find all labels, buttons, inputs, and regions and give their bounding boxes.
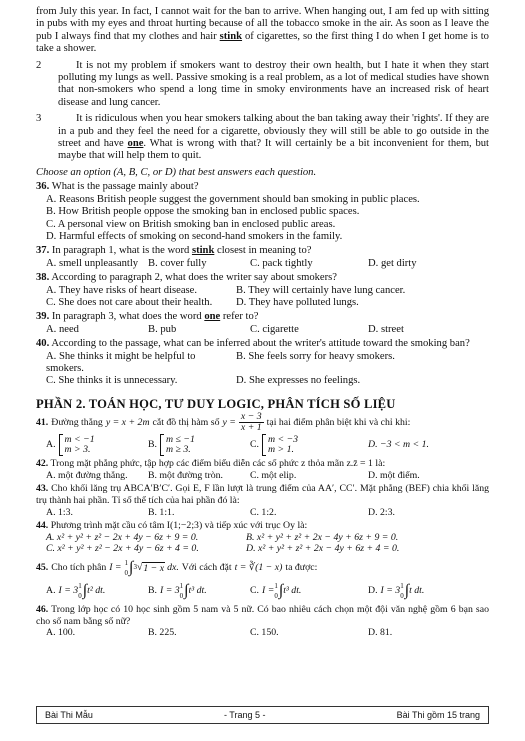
integral-sign-icon: ∫: [404, 581, 410, 599]
root-index: 3: [133, 563, 137, 572]
question-36: [36, 181, 489, 243]
question-number: 46.: [36, 603, 49, 615]
option-label: D.: [368, 585, 378, 597]
option-a[interactable]: A. need: [46, 323, 79, 335]
question-38: [36, 272, 489, 309]
bracket-symbol: [262, 434, 266, 456]
paragraph-number: 3: [36, 113, 42, 125]
option-c[interactable]: [250, 434, 368, 456]
option-a[interactable]: A. smell unpleasantly: [46, 257, 139, 269]
option-integrand: t dt.: [409, 585, 425, 597]
question-text: In paragraph 3, what does the word: [51, 311, 202, 323]
passage-paragraph-3: [36, 113, 489, 163]
question-number: 38.: [36, 272, 50, 284]
integral-expression: [125, 558, 179, 578]
question-text: cắt đồ thị hàm số: [152, 416, 220, 428]
option-a[interactable]: [46, 434, 148, 456]
option-d[interactable]: D. They have polluted lungs.: [236, 296, 359, 308]
option-c[interactable]: [250, 581, 368, 601]
condition-2: m > 1.: [267, 444, 294, 456]
integral-sign-icon: ∫: [184, 581, 189, 599]
underlined-word: one: [204, 311, 221, 323]
option-c[interactable]: C. một elip.: [250, 469, 297, 481]
option-d[interactable]: D. −3 < m < 1.: [368, 439, 429, 451]
question-45: [36, 558, 489, 601]
question-46: [36, 604, 489, 639]
question-number: 42.: [36, 458, 49, 470]
option-c[interactable]: C. She does not care about their health.: [46, 296, 213, 308]
fraction-denominator: x + 1: [240, 422, 262, 434]
bracket-symbol: [59, 434, 63, 456]
option-c[interactable]: C. cigarette: [250, 323, 299, 335]
upper-limit: 1: [274, 581, 278, 590]
integrand: 1 − x: [143, 562, 165, 574]
option-c[interactable]: C. pack tightly: [250, 257, 313, 269]
option-a[interactable]: A. She thinks it might be helpful to smokers.: [46, 350, 196, 374]
underlined-word-one: one: [127, 138, 144, 150]
question-41: [36, 412, 489, 456]
option-d[interactable]: D. 2:3.: [368, 506, 395, 518]
condition-2: m ≥ 3.: [165, 444, 191, 456]
question-text: Đường thẳng: [51, 416, 103, 428]
footer-right: Bài Thi gồm 15 trang: [396, 709, 480, 720]
question-number: 36.: [36, 181, 50, 193]
option-prefix: I = 3: [58, 585, 79, 597]
question-text: According to paragraph 2, what does the writer say about smokers?: [51, 272, 337, 284]
lower-limit: 0: [274, 591, 278, 600]
paragraph-number: 2: [36, 59, 42, 71]
option-d[interactable]: D. get dirty: [368, 257, 417, 269]
condition-1: m < −3: [267, 434, 299, 446]
option-label: A.: [46, 439, 56, 451]
option-b[interactable]: [148, 434, 250, 456]
question-text: ta được:: [285, 562, 318, 574]
option-b[interactable]: [148, 581, 250, 601]
option-b[interactable]: B. một đường tròn.: [148, 469, 223, 481]
option-c[interactable]: C. She thinks it is unnecessary.: [46, 375, 178, 387]
option-prefix: I =: [261, 585, 275, 597]
question-40: [36, 338, 489, 388]
question-text: Phương trình mặt cầu có tâm I(1;−2;3) và tiếp xúc với trục Oy là:: [50, 520, 308, 532]
integral-sign-icon: ∫: [82, 581, 88, 599]
paragraph-3-part-b: . What is wrong with that? It will certainly be a bit inconvenient for them, but maybe that will help them to quit.: [58, 138, 489, 162]
option-a[interactable]: A. một đường thẳng.: [46, 469, 128, 481]
option-a[interactable]: [46, 581, 148, 601]
question-text: What is the passage mainly about?: [51, 181, 199, 193]
question-44: [36, 520, 489, 555]
option-integrand: t³ dt.: [283, 585, 302, 597]
footer-page-number: - Trang 5 -: [223, 709, 266, 720]
question-number: 45.: [36, 562, 49, 574]
question-number: 44.: [36, 520, 49, 532]
option-d[interactable]: D. She expresses no feelings.: [236, 375, 361, 387]
option-prefix: I = 3: [159, 585, 180, 597]
option-c[interactable]: C. A personal view on British smoking ban in enclosed public areas.: [46, 218, 336, 230]
option-label: C.: [250, 585, 259, 597]
option-integrand: t² dt.: [87, 585, 106, 597]
question-text: Trong lớp học có 10 học sinh gồm 5 nam và 5 nữ. Có bao nhiêu cách chọn một đội văn nghệ gồm 6 bạn sao cho số nam bằng số nữ?: [36, 603, 489, 627]
question-43: [36, 483, 489, 518]
condition-1: m ≤ −1: [165, 434, 195, 446]
question-39: [36, 311, 489, 336]
option-d[interactable]: D. 81.: [368, 627, 393, 639]
differential: dx.: [167, 562, 179, 574]
option-a[interactable]: A. 1:3.: [46, 506, 73, 518]
option-d[interactable]: D. một điểm.: [368, 469, 420, 481]
option-label: C.: [250, 439, 259, 451]
question-number: 39.: [36, 311, 50, 323]
option-d[interactable]: [368, 581, 489, 601]
option-c[interactable]: C. 150.: [250, 627, 279, 639]
passage-paragraph-1: [36, 6, 489, 56]
question-42: [36, 458, 489, 481]
question-number: 41.: [36, 416, 49, 428]
option-b[interactable]: B. 225.: [148, 627, 177, 639]
option-a[interactable]: A. They have risks of heart disease.: [46, 284, 198, 296]
option-b[interactable]: B. How British people oppose the smoking ban in enclosed public spaces.: [46, 206, 360, 218]
passage-paragraph-2: [36, 60, 489, 110]
paragraph-3-text: [58, 113, 489, 163]
question-text-end: closest in meaning to?: [217, 245, 312, 257]
upper-limit: 1: [78, 581, 82, 590]
underlined-word: stink: [191, 245, 215, 257]
option-c[interactable]: C. 1:2.: [250, 506, 277, 518]
option-d[interactable]: D. Harmful effects of smoking on second-hand smokers in the family.: [46, 230, 343, 242]
condition-1: m < −1: [64, 434, 95, 446]
question-number: 43.: [36, 483, 49, 495]
fraction-numerator: x − 3: [240, 411, 262, 423]
option-b[interactable]: B. pub: [148, 323, 177, 335]
option-a[interactable]: A. Reasons British people suggest the government should ban smoking in public places.: [46, 193, 420, 205]
paragraph-1-text: from July this year. In fact, I cannot wait for the ban to arrive. When hanging out, I am fed up with sitting in pubs with my eyes and throat hurting because of all the tobacco smoke in the air. As soon as I leave the pub I always find that my clothes and hair: [36, 6, 489, 42]
upper-limit: 1: [179, 581, 184, 590]
option-prefix: I = 3: [380, 585, 401, 597]
option-label: B.: [148, 439, 157, 451]
question-37: [36, 245, 489, 270]
question-text: According to the passage, what can be inferred about the writer's attitude toward the smoking ban?: [51, 338, 470, 350]
lower-limit: 0: [179, 591, 184, 600]
option-integrand: t³ dt.: [188, 585, 207, 597]
question-text: Cho tích phân: [51, 562, 107, 574]
instruction-text: Choose an option (A, B, C, or D) that best answers each question.: [36, 166, 317, 178]
substitution: t = ∛(1 − x): [234, 562, 283, 574]
line-equation: y = x + 2m: [105, 416, 150, 428]
option-a[interactable]: A. x² + y² + z² − 2x + 4y − 6z + 9 = 0.: [46, 531, 199, 543]
question-text: Trong mặt phẳng phức, tập hợp các điểm biểu diễn các số phức z thỏa mãn z.z̄ = 1 là:: [50, 458, 386, 470]
option-label: A.: [46, 585, 56, 597]
question-text-end: refer to?: [222, 311, 259, 323]
page-footer: [36, 706, 489, 724]
integral-sign-icon: ∫: [129, 558, 134, 576]
question-text: Cho khối lăng trụ ABCA′B′C′. Gọi E, F lần lượt là trung điểm của AA′, CC′. Mặt phẳng (BEF) chia khối lăng trụ thành hai phần. Tỉ số thể tích của hai phần đó là:: [36, 483, 489, 506]
integral-sign-icon: ∫: [278, 581, 284, 599]
option-b[interactable]: B. x² + y² + z² + 2x − 4y + 6z + 9 = 0.: [246, 531, 399, 543]
question-number: 37.: [36, 245, 50, 257]
section-title: PHẦN 2. TOÁN HỌC, TƯ DUY LOGIC, PHÂN TÍCH SỐ LIỆU: [36, 396, 396, 411]
paragraph-2-text: It is not my problem if smokers want to destroy their own health, but I hate it when they start polluting my lungs as well. Passive smoking is a real problem, as a lot of medical studies have shown that non-smokers who spend a long time in smoky environments have an increased risk of heart disease and lung cancer.: [58, 59, 489, 108]
option-b[interactable]: B. She feels sorry for heavy smokers.: [236, 350, 395, 362]
question-text: tại hai điểm phân biệt khi và chỉ khi:: [266, 416, 411, 428]
root-sign-icon: √: [136, 562, 143, 574]
question-text: In paragraph 1, what is the word: [51, 245, 190, 257]
upper-limit: 1: [124, 558, 129, 567]
bracket-symbol: [160, 434, 164, 456]
lower-limit: 0: [124, 568, 129, 577]
option-b[interactable]: B. cover fully: [148, 257, 207, 269]
function-label: y =: [222, 416, 236, 428]
question-text: Với cách đặt: [181, 562, 232, 574]
footer-left: Bài Thi Mẫu: [45, 709, 93, 720]
condition-2: m > 3.: [64, 444, 91, 456]
option-b[interactable]: B. 1:1.: [148, 506, 175, 518]
question-number: 40.: [36, 338, 50, 350]
lower-limit: 0: [78, 591, 82, 600]
option-c[interactable]: C. x² + y² + z² − 2x + 4y − 6z + 4 = 0.: [46, 543, 199, 555]
underlined-word-stink: stink: [219, 30, 243, 42]
option-b[interactable]: B. They will certainly have lung cancer.: [236, 284, 406, 296]
option-d[interactable]: D. x² + y² + z² + 2x − 4y + 6z + 4 = 0.: [246, 543, 400, 555]
option-d[interactable]: D. street: [368, 323, 404, 335]
option-label: B.: [148, 585, 157, 597]
paragraph-1-end: of cigarettes, so the first thing I do when I get home is to take a shower.: [36, 30, 489, 55]
integral-label: I =: [109, 562, 122, 574]
option-a[interactable]: A. 100.: [46, 627, 76, 639]
lower-limit: 0: [400, 591, 404, 600]
upper-limit: 1: [400, 581, 404, 590]
function-fraction: [239, 412, 264, 433]
paragraph-3-part-a: It is ridiculous when you hear smokers talking about the ban taking away their 'rights'. If they are in a pub and they feel the need for a cigarette, obviously they will still be able to go outside in the street and have: [58, 113, 489, 150]
